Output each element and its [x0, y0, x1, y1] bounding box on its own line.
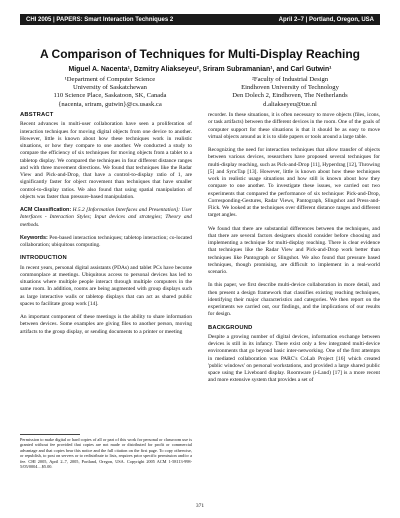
keywords: [20, 235, 192, 250]
keywords-label: Keywords:: [20, 234, 48, 241]
affiliation-line: 110 Science Place, Saskatoon, SK, Canada: [53, 92, 167, 100]
conference-header-bar: [20, 14, 380, 25]
affiliation-email: {nacenta, sriram, gutwin}@cs.usask.ca: [58, 100, 162, 108]
introduction-heading: INTRODUCTION: [20, 255, 67, 262]
acm-text: H.5.2 [Information Interfaces and Presentation]: User Interfaces - Interaction Styles; Input devices and strategies; Theory and methods.: [20, 207, 193, 228]
page-number: 371: [195, 503, 205, 509]
left-column: [20, 112, 192, 342]
affiliation-line: ²Faculty of Industrial Design: [251, 76, 329, 83]
right-column: [208, 112, 380, 391]
body-paragraph: We found that there are substantial differences between the techniques, and that there are several factors designers should consider before choosing and implementing a technique for multi-display reaching. There is clear evidence that techniques like the Radar View and Pick-and-Drop work better than techniques like Pantograph or Slingshot. We also found that pressure based techniques, though promising, are difficult to implement in a real-world scenario.: [208, 225, 380, 275]
body-paragraph: recorder. In these situations, it is often necessary to move objects (files, icons, or task artifacts) between the different devices in the room. One of the goals of computer support for these situations is that it should be as easy to move virtual objects around as it is to slide papers or tools around a large table.: [208, 112, 380, 140]
body-paragraph: Despite a growing number of digital devices, information exchange between devices is still in its infancy. There exist only a few integrated multi-device environments that go beyond basic inter-networking. One of the first attempts in mediated collaboration was PARC's CoLab Project [16] which created 'public windows' on personal workstations, and provided a large shared public space using the Liveboard display. Roomware (i-Land) [17] is a more recent and more extensive system that provides a set of: [208, 333, 380, 384]
affiliation-left: [20, 76, 200, 109]
affiliation-line: ¹Department of Computer Science: [64, 76, 156, 83]
acm-label: ACM Classification:: [20, 207, 72, 213]
affiliation-line: University of Saskatchewan: [73, 84, 147, 92]
footnote-text: Permission to make digital or hard copies of all or part of this work for personal or classroom use is granted without fee provided that copies are not made or distributed for profit or commercial advantage and that copies bear this notice and the full citation on the first page. To copy otherwise, or republish, to post on servers or to redistribute to lists, requires prior specific permission and/or a fee. CHI 2005, April 2–7, 2005, Portland, Oregon, USA. Copyright 2005 ACM 1-58113-998-5/05/0004…$5.00.: [20, 437, 192, 470]
body-paragraph: In this paper, we first describe multi-device collaboration in more detail, and then present a design framework that classifies existing reaching techniques, identifying their major characteristics and categories. We then report on the experiments we carried out, our findings, and the implications of our results for design.: [208, 282, 380, 318]
header-right-text: April 2–7 | Portland, Oregon, USA: [278, 16, 374, 23]
affiliation-email: d.aliakseyeu@tue.nl: [263, 100, 317, 108]
copyright-footnote: [20, 437, 192, 469]
affiliation-right: [200, 76, 380, 109]
introduction-paragraph: An important component of these meetings is the ability to share information between devices. Some examples are giving files to another person, moving artifacts to the group display, or sending documents to a printer or meeting: [20, 314, 192, 335]
footnote-rule: [20, 434, 80, 435]
keywords-text: Pen-based interaction techniques; tabletop interaction; co-located collaboration; ubiquitous computing.: [20, 234, 192, 248]
introduction-paragraph: In recent years, personal digital assistants (PDAs) and tablet PCs have become commonplace at meetings. Ubiquitous access to personal devices has led to situations where multiple people interact through multiple computers in the same room. In addition, rooms are being augmented with group displays such as large interactive walls or tabletop displays that can act as shared public spaces to facilitate group work [14].: [20, 264, 192, 307]
paper-title: A Comparison of Techniques for Multi-Display Reaching: [39, 47, 361, 61]
header-left-text: CHI 2005 | PAPERS: Smart Interaction Techniques 2: [26, 16, 174, 23]
affiliation-line: Den Dolech 2, Eindhoven, The Netherlands: [232, 92, 348, 100]
background-heading: BACKGROUND: [208, 324, 253, 331]
body-paragraph: Recognizing the need for interaction techniques that allow transfer of objects between various devices, researchers have proposed several techniques for multi-display reaching, such as Pick-and-Drop [11], Hyperdrag [12], Throwing [5] and SyncTap [13]. However, little is known about how these techniques work in realistic usage situations and how still is known about how they compare to one another. To investigate these issues, we carried out two experiments that compared the performance of six technique: Pick-and-Drop, Corresponding-Gestures, Radar Views, Pantograph, Slingshot and Press-and-Flick. We looked at the techniques over different distance ranges and different target angles.: [208, 147, 380, 219]
abstract-text: Recent advances in multi-user collaboration have seen a proliferation of interaction techniques for moving digital objects from one device to another. However, little is known about how these techniques work in realistic situations, or how they compare to one another. We conducted a study to compare the efficiency of six techniques for moving objects from a tablet to a tabletop display. We compared the techniques in four different distance ranges and with three movement directions. We found that techniques like the Radar View and Pick-and-Drop, that have a control-to-display ratio of 1, are significantly faster for object movement than techniques that have smaller control-to-display ratios. We also found that using spatial manipulation of objects was faster than pressure-based manipulation.: [20, 121, 192, 200]
acm-classification: [20, 207, 192, 229]
abstract-heading: ABSTRACT: [20, 112, 54, 118]
affiliation-line: Eindhoven University of Technology: [241, 84, 339, 92]
author-list: Miguel A. Nacenta¹, Dzmitry Aliakseyeu², Sriram Subramanian¹, and Carl Gutwin¹: [68, 66, 332, 73]
